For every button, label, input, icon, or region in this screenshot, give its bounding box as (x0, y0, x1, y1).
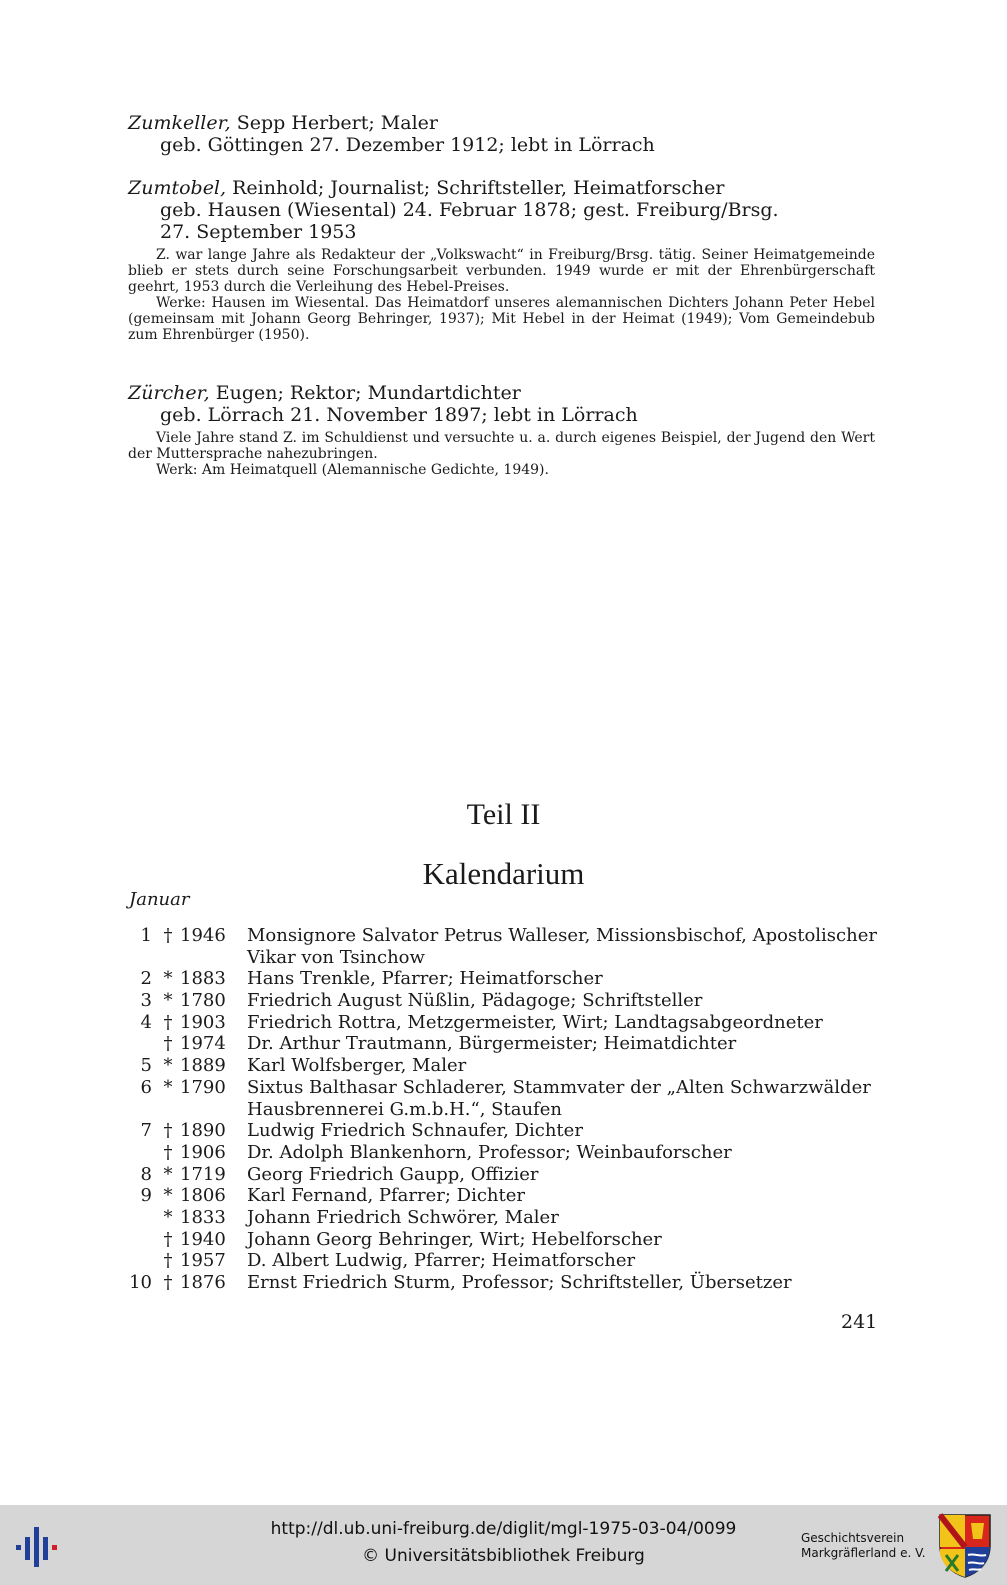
calendar-year: 1806 (180, 1185, 226, 1207)
biography-entry (128, 112, 875, 156)
society-name-line2: Markgräflerland e. V. (801, 1546, 926, 1560)
calendar-day: 2 (140, 968, 152, 990)
calendar-description: Friedrich August Nüßlin, Pädagoge; Schriftsteller (247, 990, 703, 1012)
calendar-day: 8 (140, 1163, 152, 1185)
calendar-day: 9 (140, 1185, 152, 1207)
biography-entry (128, 382, 875, 478)
document-url[interactable]: http://dl.ub.uni-freiburg.de/diglit/mgl-1975-03-04/0099 (270, 1519, 737, 1539)
calendar-row (128, 990, 888, 1012)
entry-surname: Zumkeller, (128, 112, 231, 134)
entry-dates: geb. Göttingen 27. Dezember 1912; lebt in Lörrach (160, 134, 655, 156)
entry-paragraph: Viele Jahre stand Z. im Schuldienst und versuchte u. a. durch eigenes Beispiel, der Jugend den Wert der Muttersprache nahezubringen. (128, 430, 875, 462)
calendar-row (128, 1207, 888, 1229)
calendar-day: 1 (140, 925, 152, 946)
calendar-year: 1833 (180, 1206, 226, 1228)
calendar-description: Ernst Friedrich Sturm, Professor; Schriftsteller, Übersetzer (247, 1272, 792, 1294)
calendar-description: Hans Trenkle, Pfarrer; Heimatforscher (247, 968, 603, 990)
entry-description (128, 430, 875, 478)
calendar-row (128, 1055, 888, 1077)
entry-dates: geb. Hausen (Wiesental) 24. Februar 1878; gest. Freiburg/Brsg. (160, 199, 779, 221)
calendar-row (128, 1120, 888, 1142)
calendar-symbol: † (163, 1272, 173, 1294)
entry-description (128, 247, 875, 343)
calendar-row (128, 925, 888, 968)
calendar-symbol: † (163, 1011, 173, 1033)
calendar-row (128, 1012, 888, 1034)
entry-surname: Zürcher, (128, 382, 210, 404)
entry-heading (128, 177, 875, 199)
calendar-description: Ludwig Friedrich Schnaufer, Dichter (247, 1120, 583, 1142)
calendar-description: Georg Friedrich Gaupp, Offizier (247, 1163, 539, 1185)
entry-heading (128, 382, 875, 404)
calendar-description: Dr. Adolph Blankenhorn, Professor; Weinbauforscher (247, 1141, 732, 1163)
calendar-day: 6 (140, 1076, 152, 1098)
month-heading: Januar (129, 889, 190, 910)
calendar-year: 1889 (180, 1055, 226, 1077)
entry-details: Reinhold; Journalist; Schriftsteller, Heimatforscher (226, 177, 725, 199)
entry-details: Sepp Herbert; Maler (230, 112, 438, 134)
entry-dates: 27. September 1953 (160, 221, 357, 243)
calendar-description: Friedrich Rottra, Metzgermeister, Wirt; Landtagsabgeordneter (247, 1011, 823, 1033)
calendar-description: Karl Wolfsberger, Maler (247, 1055, 467, 1077)
part-title: Teil II (466, 798, 541, 831)
calendar-year: 1957 (180, 1250, 226, 1272)
calendar-symbol: * (163, 968, 173, 990)
calendar-year: 1883 (180, 968, 226, 990)
calendar-row (128, 1164, 888, 1186)
society-name-line1: Geschichtsverein (801, 1531, 905, 1545)
calendar-symbol: * (163, 990, 173, 1012)
entry-works: Werke: Hausen im Wiesental. Das Heimatdorf unseres alemannischen Dichters Johann Peter Hebel (gemeinsam mit Johann Georg Behringer, 1937); Mit Hebel in der Heimat (1949); Vom Gemeindebub zum Ehrenbürger (1950). (128, 295, 875, 343)
calendar-year: 1876 (180, 1272, 226, 1294)
calendar-row (128, 1250, 888, 1272)
calendar-symbol: † (163, 1228, 173, 1250)
calendar-list (128, 925, 888, 1294)
calendar-row (128, 1185, 888, 1207)
calendar-row (128, 1033, 888, 1055)
society-name (801, 1531, 926, 1561)
calendar-symbol: * (163, 1076, 173, 1098)
entry-heading (128, 112, 875, 134)
calendar-symbol: * (163, 1055, 173, 1077)
biography-entry (128, 177, 875, 343)
calendar-description: Johann Georg Behringer, Wirt; Hebelforscher (247, 1228, 662, 1250)
calendar-row (128, 1229, 888, 1251)
calendar-row (128, 1142, 888, 1164)
calendar-year: 1890 (180, 1120, 226, 1142)
footer-bar (0, 1505, 1007, 1585)
calendar-day: 7 (140, 1120, 152, 1142)
calendar-day: 4 (140, 1011, 152, 1033)
calendar-year: 1719 (180, 1163, 226, 1185)
calendar-year: 1946 (180, 925, 226, 946)
calendar-description: Monsignore Salvator Petrus Walleser, Missionsbischof, Apostolischer Vikar von Tsinchow (247, 925, 877, 968)
calendar-description: Dr. Arthur Trautmann, Bürgermeister; Heimatdichter (247, 1033, 737, 1055)
calendar-year: 1940 (180, 1228, 226, 1250)
calendar-day: 10 (129, 1272, 152, 1294)
page-number: 241 (841, 1311, 878, 1333)
entry-dates: geb. Lörrach 21. November 1897; lebt in Lörrach (160, 404, 638, 426)
calendar-day: 3 (140, 990, 152, 1012)
calendar-symbol: † (163, 1120, 173, 1142)
calendar-description: Johann Friedrich Schwörer, Maler (247, 1206, 559, 1228)
calendar-symbol: * (163, 1163, 173, 1185)
calendar-row (128, 1272, 888, 1294)
calendar-symbol: * (163, 1206, 173, 1228)
calendar-symbol: † (163, 1141, 173, 1163)
entry-details: Eugen; Rektor; Mundartdichter (209, 382, 521, 404)
entry-works: Werk: Am Heimatquell (Alemannische Gedichte, 1949). (156, 462, 549, 478)
calendar-year: 1903 (180, 1011, 226, 1033)
calendar-symbol: * (163, 1185, 173, 1207)
calendar-row (128, 968, 888, 990)
entry-surname: Zumtobel, (128, 177, 227, 199)
section-title: Kalendarium (422, 856, 585, 891)
calendar-year: 1790 (180, 1076, 226, 1098)
calendar-description: Sixtus Balthasar Schladerer, Stammvater der „Alten Schwarzwälder Hausbrennerei G.m.b.H.“, Staufen (247, 1076, 871, 1120)
calendar-row (128, 1077, 888, 1120)
calendar-symbol: † (163, 1033, 173, 1055)
coat-of-arms-icon (938, 1513, 992, 1579)
calendar-description: D. Albert Ludwig, Pfarrer; Heimatforscher (247, 1250, 636, 1272)
calendar-symbol: † (163, 1250, 173, 1272)
calendar-day: 5 (140, 1055, 152, 1077)
calendar-year: 1780 (180, 990, 226, 1012)
copyright-notice: © Universitätsbibliothek Freiburg (362, 1546, 645, 1566)
calendar-symbol: † (163, 925, 173, 946)
calendar-year: 1974 (180, 1033, 226, 1055)
calendar-description: Karl Fernand, Pfarrer; Dichter (247, 1185, 526, 1207)
entry-paragraph: Z. war lange Jahre als Redakteur der „Volkswacht“ in Freiburg/Brsg. tätig. Seiner Heimatgemeinde blieb er stets durch seine Forschungsarbeit verbunden. 1949 wurde er mit der Ehrenbürgerschaft geehrt, 1953 durch die Verleihung des Hebel-Preises. (128, 247, 875, 295)
calendar-year: 1906 (180, 1141, 226, 1163)
